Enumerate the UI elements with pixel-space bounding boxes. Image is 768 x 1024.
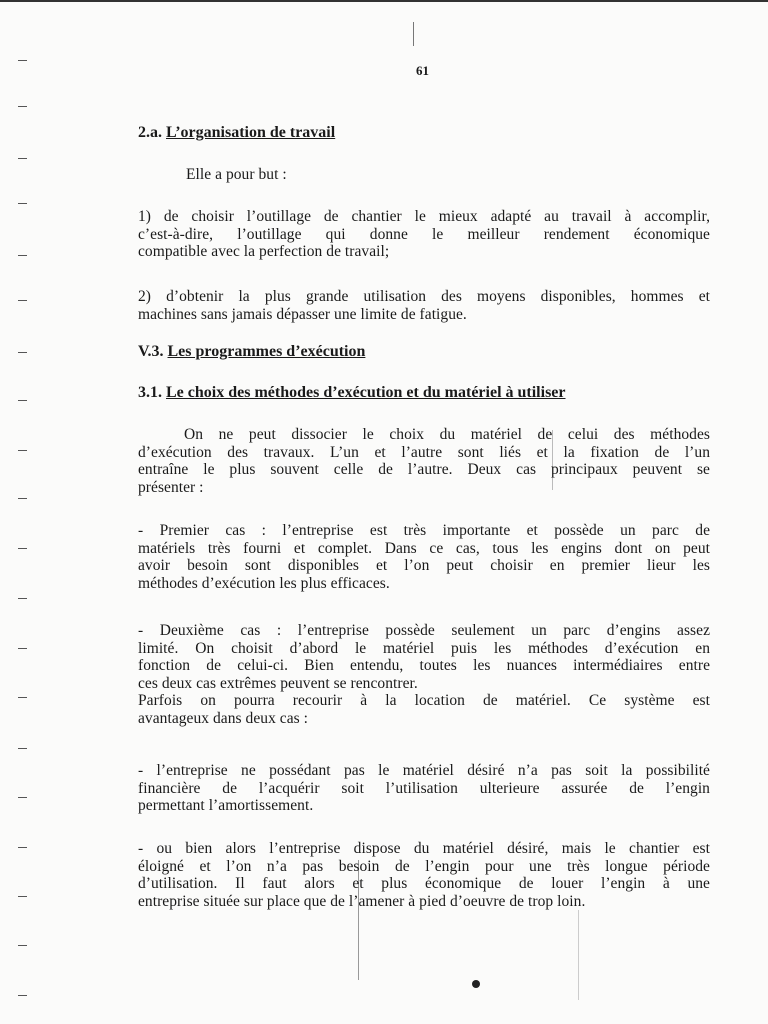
binder-mark [18, 498, 27, 499]
text-line: d’utilisation. Il faut alors et plus économique de louer l’engin à une [138, 875, 710, 892]
binder-mark [18, 255, 27, 256]
paragraph-cas-1 [138, 762, 710, 815]
binder-mark [18, 598, 27, 599]
binder-mark [18, 203, 27, 204]
binder-mark [18, 648, 27, 649]
text-line: compatible avec la perfection de travail; [138, 243, 390, 260]
intro-line: Elle a pour but : [186, 166, 287, 183]
text-line: présenter : [138, 478, 204, 496]
text-line: avoir besoin sont disponibles et l’on peut choisir en premier lieur les [138, 557, 710, 574]
text-line: avantageux dans deux cas : [138, 709, 309, 727]
text-line: On ne peut dissocier le choix du matériel de celui des méthodes [184, 426, 710, 443]
paragraph-deuxieme-cas [138, 622, 710, 727]
binder-mark [18, 548, 27, 549]
list-item-2 [138, 288, 710, 323]
text-line: limité. On choisit d’abord le matériel puis les méthodes d’exécution en [138, 639, 710, 657]
text-line: d’exécution des travaux. L’un et l’autre sont liés et la fixation de l’un [138, 443, 710, 461]
paragraph-intro [138, 426, 710, 496]
text-line: entreprise située sur place que de l’amener à pied d’oeuvre de trop loin. [138, 892, 586, 910]
scan-streak [578, 910, 579, 1000]
binder-mark [18, 106, 27, 107]
binder-mark [18, 748, 27, 749]
text-line: fonction de celui-ci. Bien entendu, toutes les nuances intermédiaires entre [138, 657, 710, 674]
scan-streak [413, 22, 414, 46]
scan-top-edge [0, 0, 768, 2]
text-line: éloigné et l’on n’a pas besoin de l’engin pour une très longue période [138, 857, 710, 875]
section-title: Les programmes d’exécution [167, 343, 366, 360]
binder-mark [18, 945, 27, 946]
paragraph-premier-cas [138, 522, 710, 592]
scan-speck [472, 980, 480, 988]
page-number: 61 [416, 63, 429, 78]
binder-mark [18, 896, 27, 897]
text-line: ces deux cas extrêmes peuvent se rencontrer. [138, 674, 418, 692]
text-line: c’est-à-dire, l’outillage qui donne le meilleur rendement économique [138, 225, 710, 243]
binder-mark [18, 450, 27, 451]
section-title: Le choix des méthodes d’exécution et du matériel à utiliser [166, 384, 566, 401]
text-line: permettant l’amortissement. [138, 797, 314, 814]
section-v3-heading [138, 343, 365, 361]
text-line: - Premier cas : l’entreprise est très importante et possède un parc de [138, 522, 710, 539]
binder-mark [18, 158, 27, 159]
text-line: 2) d’obtenir la plus grande utilisation des moyens disponibles, hommes et [138, 288, 710, 305]
binder-mark [18, 847, 27, 848]
text-line: Parfois on pourra recourir à la location de matériel. Ce système est [138, 692, 710, 709]
binder-mark [18, 352, 27, 353]
section-number: 2.a. [138, 124, 162, 141]
text-line: entraîne le plus souvent celle de l’autre. Deux cas principaux peuvent se [138, 461, 710, 478]
binder-mark [18, 300, 27, 301]
section-3-1-heading [138, 384, 566, 402]
binder-mark [18, 995, 27, 996]
text-line: - Deuxième cas : l’entreprise possède seulement un parc d’engins assez [138, 622, 710, 639]
text-line: méthodes d’exécution les plus efficaces. [138, 574, 390, 592]
text-line: machines sans jamais dépasser une limite de fatigue. [138, 305, 467, 323]
binder-mark [18, 400, 27, 401]
section-title: L’organisation de travail [166, 124, 336, 141]
section-number: 3.1. [138, 384, 162, 401]
section-2a-heading [138, 124, 335, 142]
text-line: matériels très fourni et complet. Dans ce cas, tous les engins dont on peut [138, 539, 710, 557]
binder-mark [18, 60, 27, 61]
paragraph-cas-2 [138, 840, 710, 910]
text-line: financière de l’acquérir soit l’utilisation ulterieure assurée de l’engin [138, 779, 710, 797]
text-line: - ou bien alors l’entreprise dispose du matériel désiré, mais le chantier est [138, 840, 710, 857]
list-item-1 [138, 208, 710, 261]
section-number: V.3. [138, 343, 164, 360]
text-line: 1) de choisir l’outillage de chantier le mieux adapté au travail à accomplir, [138, 208, 710, 225]
text-line: - l’entreprise ne possédant pas le matériel désiré n’a pas soit la possibilité [138, 762, 710, 779]
binder-mark [18, 697, 27, 698]
binder-mark [18, 797, 27, 798]
